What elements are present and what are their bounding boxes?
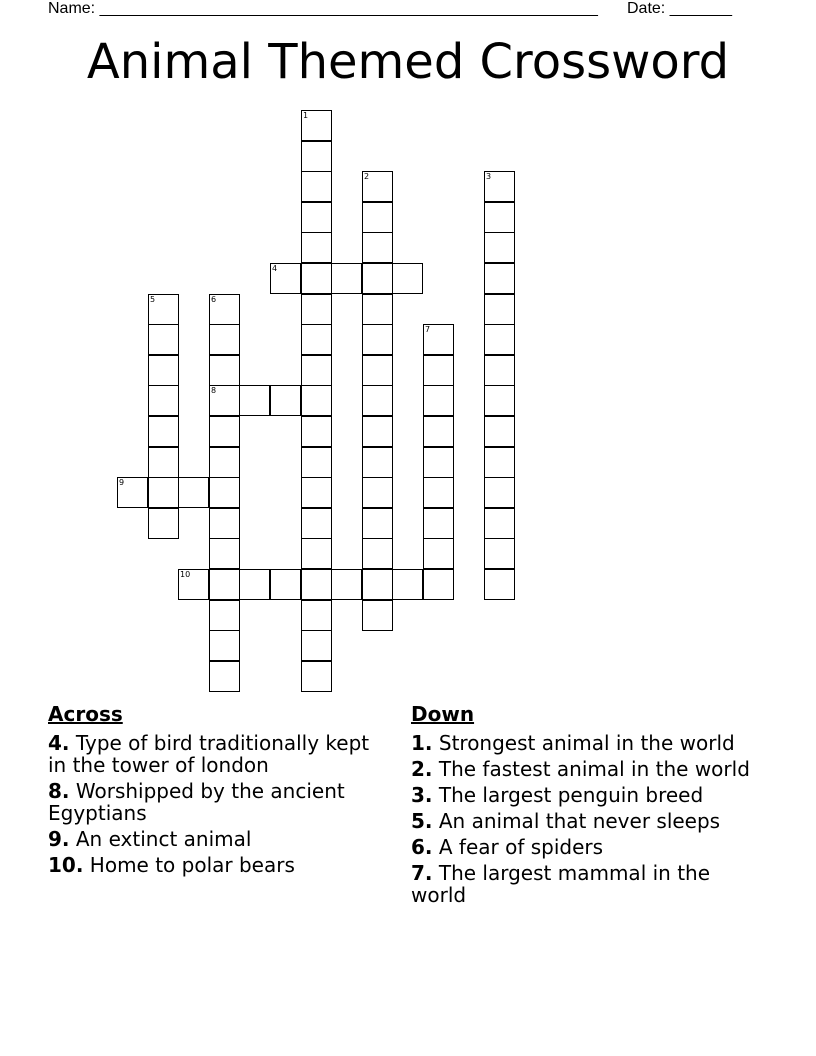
grid-cell[interactable] <box>301 202 332 233</box>
clue-text: An animal that never sleeps <box>438 809 721 833</box>
clue-number: 2. <box>411 757 433 781</box>
date-field-label: Date: _______ <box>627 0 732 17</box>
grid-cell[interactable] <box>209 385 240 416</box>
grid-cell[interactable] <box>362 324 393 355</box>
clue-down-7 <box>411 862 751 906</box>
clue-number: 4. <box>48 731 70 755</box>
grid-cell[interactable] <box>484 538 515 569</box>
grid-cell[interactable] <box>362 416 393 447</box>
grid-cell[interactable] <box>209 661 240 692</box>
cell-number: 1 <box>303 111 309 120</box>
grid-cell[interactable] <box>392 263 423 294</box>
grid-cell[interactable] <box>362 477 393 508</box>
grid-cell[interactable] <box>484 385 515 416</box>
grid-cell[interactable] <box>423 447 454 478</box>
clue-text: The largest penguin breed <box>438 783 704 807</box>
grid-cell[interactable] <box>484 416 515 447</box>
cell-number: 8 <box>211 386 217 395</box>
grid-cell[interactable] <box>301 477 332 508</box>
grid-cell[interactable] <box>392 569 423 600</box>
across-heading: Across <box>48 702 123 726</box>
clue-number: 6. <box>411 835 433 859</box>
clue-down-6 <box>411 836 751 858</box>
down-heading: Down <box>411 702 475 726</box>
grid-cell[interactable] <box>209 416 240 447</box>
clue-text: The fastest animal in the world <box>438 757 750 781</box>
page-title: Animal Themed Crossword <box>86 34 730 90</box>
grid-cell[interactable] <box>209 324 240 355</box>
grid-cell[interactable] <box>484 569 515 600</box>
grid-cell[interactable] <box>301 538 332 569</box>
grid-cell[interactable] <box>331 569 362 600</box>
clue-number: 10. <box>48 853 84 877</box>
clue-text: Strongest animal in the world <box>438 731 735 755</box>
grid-cell[interactable] <box>301 171 332 202</box>
grid-cell[interactable] <box>148 294 179 325</box>
grid-cell[interactable] <box>484 477 515 508</box>
grid-cell[interactable] <box>362 508 393 539</box>
grid-cell[interactable] <box>423 385 454 416</box>
cell-number: 5 <box>150 295 156 304</box>
grid-cell[interactable] <box>331 263 362 294</box>
name-field-label: Name: ________________________________________________________ <box>48 0 598 17</box>
grid-cell[interactable] <box>117 477 148 508</box>
grid-cell[interactable] <box>301 110 332 141</box>
grid-cell[interactable] <box>301 232 332 263</box>
grid-cell[interactable] <box>484 355 515 386</box>
clue-number: 5. <box>411 809 433 833</box>
grid-cell[interactable] <box>209 538 240 569</box>
grid-cell[interactable] <box>209 355 240 386</box>
cell-number: 7 <box>425 325 431 334</box>
clue-text: The largest mammal in the world <box>411 861 711 907</box>
cell-number: 9 <box>119 478 125 487</box>
grid-cell[interactable] <box>148 447 179 478</box>
grid-cell[interactable] <box>301 294 332 325</box>
grid-cell[interactable] <box>148 416 179 447</box>
grid-cell[interactable] <box>148 477 179 508</box>
grid-cell[interactable] <box>362 600 393 631</box>
grid-cell[interactable] <box>484 294 515 325</box>
grid-cell[interactable] <box>209 477 240 508</box>
grid-cell[interactable] <box>301 416 332 447</box>
grid-cell[interactable] <box>301 661 332 692</box>
grid-cell[interactable] <box>148 385 179 416</box>
grid-cell[interactable] <box>362 171 393 202</box>
grid-cell[interactable] <box>209 569 240 600</box>
grid-cell[interactable] <box>484 232 515 263</box>
grid-cell[interactable] <box>362 355 393 386</box>
clue-across-8 <box>48 780 378 824</box>
clue-number: 8. <box>48 779 70 803</box>
clue-text: Home to polar bears <box>89 853 295 877</box>
grid-cell[interactable] <box>148 355 179 386</box>
clue-across-10 <box>48 854 378 876</box>
grid-cell[interactable] <box>484 263 515 294</box>
grid-cell[interactable] <box>423 508 454 539</box>
clue-across-9 <box>48 828 378 850</box>
grid-cell[interactable] <box>148 508 179 539</box>
grid-cell[interactable] <box>301 385 332 416</box>
grid-cell[interactable] <box>301 324 332 355</box>
grid-cell[interactable] <box>301 447 332 478</box>
clue-down-1 <box>411 732 751 754</box>
clue-down-5 <box>411 810 751 832</box>
grid-cell[interactable] <box>484 202 515 233</box>
cell-number: 4 <box>272 264 278 273</box>
grid-cell[interactable] <box>484 171 515 202</box>
grid-cell[interactable] <box>484 447 515 478</box>
clue-number: 3. <box>411 783 433 807</box>
cell-number: 6 <box>211 295 217 304</box>
grid-cell[interactable] <box>362 447 393 478</box>
grid-cell[interactable] <box>301 569 332 600</box>
grid-cell[interactable] <box>362 202 393 233</box>
grid-cell[interactable] <box>148 324 179 355</box>
clue-down-2 <box>411 758 751 780</box>
grid-cell[interactable] <box>209 508 240 539</box>
across-clues <box>48 702 378 880</box>
cell-number: 2 <box>364 172 370 181</box>
grid-cell[interactable] <box>301 263 332 294</box>
clue-text: A fear of spiders <box>438 835 604 859</box>
grid-cell[interactable] <box>209 630 240 661</box>
grid-cell[interactable] <box>239 569 270 600</box>
grid-cell[interactable] <box>423 355 454 386</box>
grid-cell[interactable] <box>423 324 454 355</box>
grid-cell[interactable] <box>301 508 332 539</box>
grid-cell[interactable] <box>270 569 301 600</box>
clue-down-3 <box>411 784 751 806</box>
grid-cell[interactable] <box>301 630 332 661</box>
grid-cell[interactable] <box>362 263 393 294</box>
clue-number: 7. <box>411 861 433 885</box>
clue-text: Worshipped by the ancient Egyptians <box>48 779 345 825</box>
down-clues <box>411 702 751 910</box>
grid-cell[interactable] <box>270 263 301 294</box>
grid-cell[interactable] <box>362 294 393 325</box>
cell-number: 10 <box>180 570 191 579</box>
grid-cell[interactable] <box>270 385 301 416</box>
clue-text: An extinct animal <box>75 827 252 851</box>
grid-cell[interactable] <box>301 600 332 631</box>
grid-cell[interactable] <box>362 232 393 263</box>
grid-cell[interactable] <box>301 355 332 386</box>
grid-cell[interactable] <box>362 385 393 416</box>
grid-cell[interactable] <box>423 416 454 447</box>
grid-cell[interactable] <box>423 538 454 569</box>
clue-text: Type of bird traditionally kept in the tower of london <box>48 731 370 777</box>
grid-cell[interactable] <box>209 600 240 631</box>
grid-cell[interactable] <box>178 569 209 600</box>
grid-cell[interactable] <box>178 477 209 508</box>
grid-cell[interactable] <box>209 294 240 325</box>
grid-cell[interactable] <box>301 141 332 172</box>
grid-cell[interactable] <box>423 477 454 508</box>
grid-cell[interactable] <box>362 538 393 569</box>
grid-cell[interactable] <box>423 569 454 600</box>
grid-cell[interactable] <box>209 447 240 478</box>
grid-cell[interactable] <box>362 569 393 600</box>
clue-number: 1. <box>411 731 433 755</box>
cell-number: 3 <box>486 172 492 181</box>
grid-cell[interactable] <box>484 508 515 539</box>
clue-number: 9. <box>48 827 70 851</box>
clue-across-4 <box>48 732 378 776</box>
grid-cell[interactable] <box>484 324 515 355</box>
grid-cell[interactable] <box>239 385 270 416</box>
